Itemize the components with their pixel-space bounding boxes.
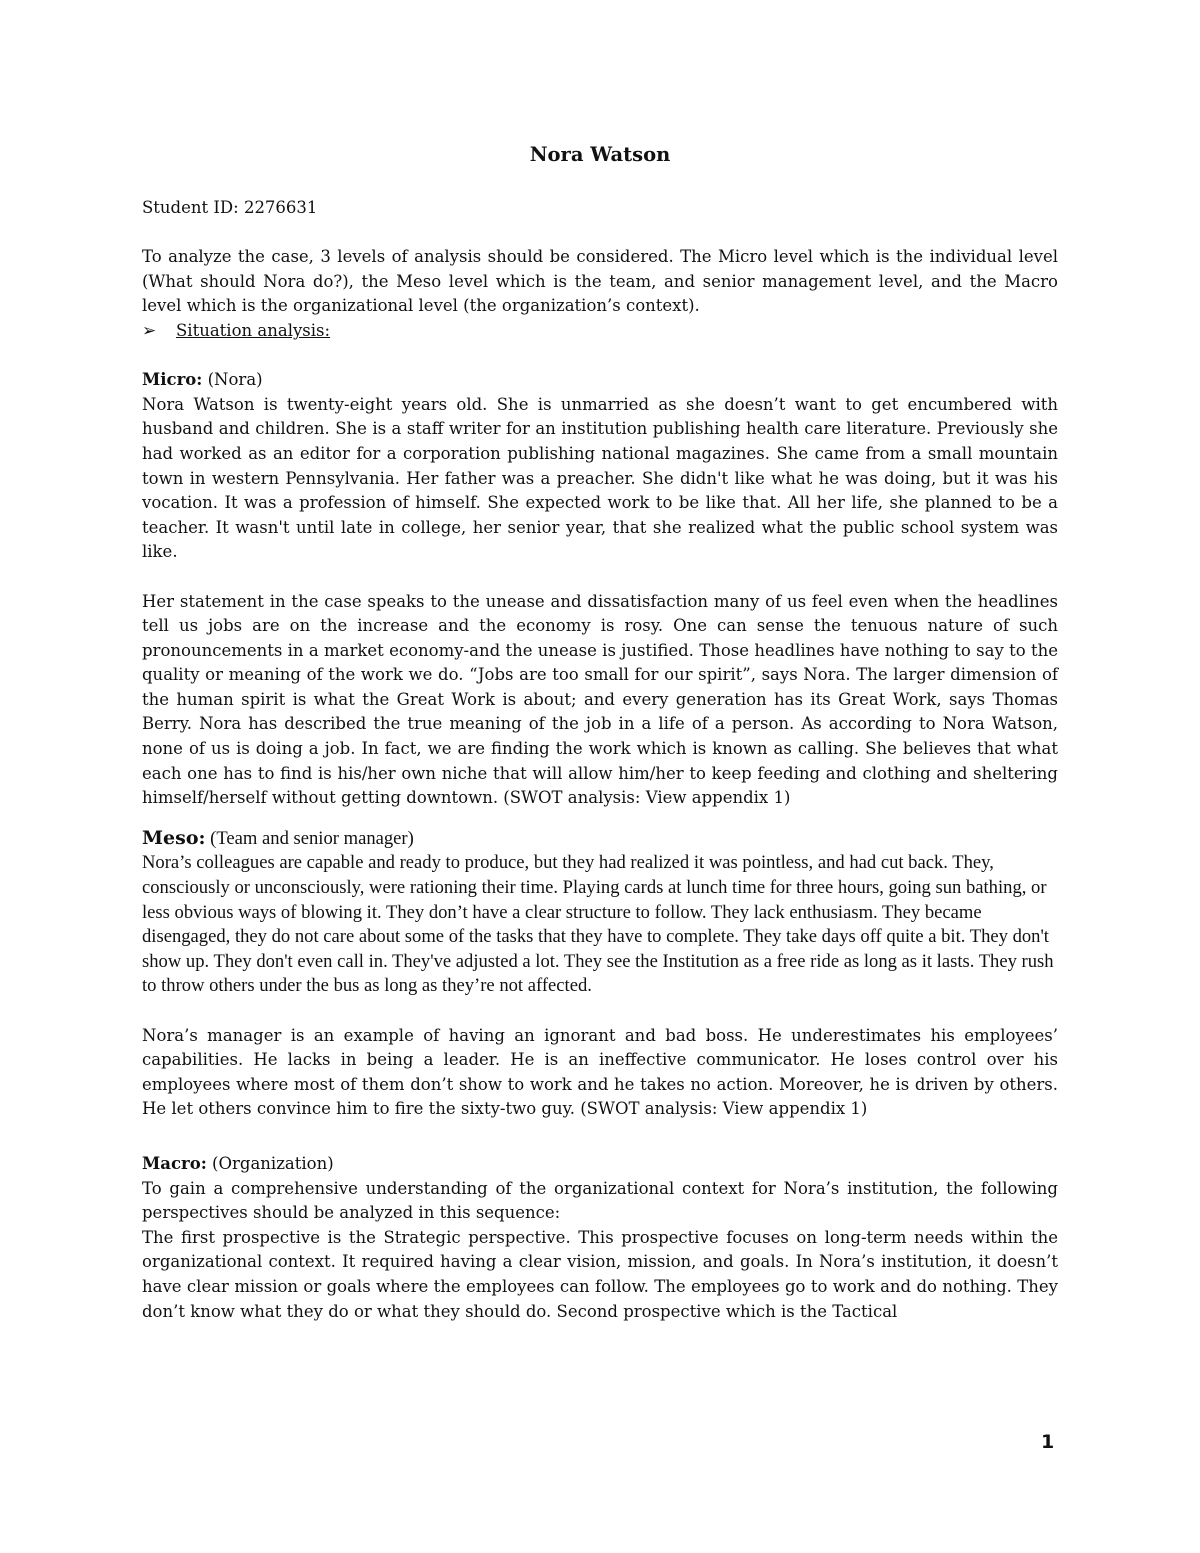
student-id: Student ID: 2276631 [142, 198, 318, 217]
meso-heading [142, 825, 1058, 852]
meso-paragraph-2: Nora’s manager is an example of having an ignorant and bad boss. He underestimates his employees’ capabilities. He lacks in being a leader. He is an ineffective communicator. He loses control over his employees where most of them don’t show to work and he takes no action. Moreover, he is driven by others. He let others convince him to fire the sixty-two guy. (SWOT analysis: View appendix 1) [142, 1025, 1058, 1119]
situation-analysis-heading: Situation analysis: [176, 320, 331, 340]
situation-analysis-bullet [142, 319, 1058, 344]
macro-heading [142, 1152, 1058, 1177]
micro-paragraph-2: Her statement in the case speaks to the unease and dissatisfaction many of us feel even when the headlines tell us jobs are on the increase and the economy is rosy. One can sense the tenuous nature of such pronouncements in a market economy-and the unease is justified. Those headlines have nothing to say to the quality or meaning of the work we do. “Jobs are too small for our spirit”, says Nora. The larger dimension of the human spirit is what the Great Work is about; and every generation has its Great Work, says Thomas Berry. Nora has described the true meaning of the job in a life of a person. As according to Nora Watson, none of us is doing a job. In fact, we are finding the work which is known as calling. She believes that what each one has to find is his/her own niche that will allow him/her to keep feeding and clothing and sheltering himself/herself without getting downtown. (SWOT analysis: View appendix 1) [142, 591, 1058, 808]
macro-paragraph-1: To gain a comprehensive understanding of the organizational context for Nora’s institution, the following perspectives should be analyzed in this sequence: [142, 1178, 1058, 1223]
meso-paragraph-1: Nora’s colleagues are capable and ready to produce, but they had realized it was pointless, and had cut back. They, consciously or unconsciously, were rationing their time. Playing cards at lunch time for three hours, going sun bathing, or less obvious ways of blowing it. They don’t have a clear structure to follow. They lack enthusiasm. They became disengaged, they do not care about some of the tasks that they have to complete. They take days off quite a bit. They don't show up. They don't even call in. They've adjusted a lot. They see the Institution as a free ride as long as it lasts. They rush to throw others under the bus as long as they’re not affected. [142, 852, 1054, 997]
meso-label: Meso: [142, 826, 206, 849]
micro-subtitle: (Nora) [202, 370, 263, 390]
macro-paragraph-2: The first prospective is the Strategic perspective. This prospective focuses on long-term needs within the organizational context. It required having a clear vision, mission, and goals. In Nora’s institution, it doesn’t have clear mission or goals where the employees can follow. The employees go to work and do nothing. They don’t know what they do or what they should do. Second prospective which is the Tactical [142, 1227, 1058, 1321]
page-number: 1 [1041, 1431, 1055, 1453]
meso-subtitle: (Team and senior manager) [205, 827, 414, 849]
intro-paragraph: To analyze the case, 3 levels of analysis should be considered. The Micro level which is the individual level (What should Nora do?), the Meso level which is the team, and senior management level, and the Macro level which is the organizational level (the organization’s context). [142, 247, 1058, 316]
micro-paragraph-1: Nora Watson is twenty-eight years old. She is unmarried as she doesn’t want to get encumbered with husband and children. She is a staff writer for an institution publishing health care literature. Previously she had worked as an editor for a corporation publishing national magazines. She came from a small mountain town in western Pennsylvania. Her father was a preacher. She didn't like what he was doing, but it was his vocation. It was a profession of himself. She expected work to be like that. All her life, she planned to be a teacher. It wasn't until late in college, her senior year, that she realized what the public school system was like. [142, 394, 1058, 562]
document-title: Nora Watson [529, 143, 671, 166]
arrow-bullet-icon: ➢ [142, 320, 157, 341]
macro-subtitle: (Organization) [206, 1153, 334, 1173]
micro-heading [142, 368, 1058, 393]
macro-label: Macro: [142, 1153, 207, 1173]
micro-label: Micro: [142, 370, 203, 390]
document-body [142, 140, 1058, 1324]
